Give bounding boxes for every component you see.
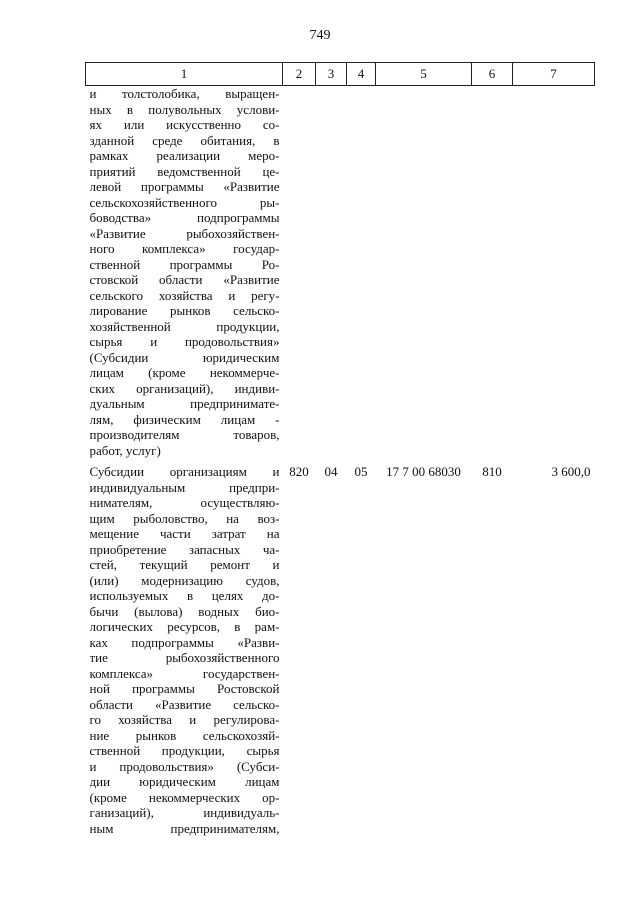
description-line: ным предпринимателям, xyxy=(89,820,280,836)
row-1-col-7 xyxy=(513,86,595,459)
description-line: комплекса» государствен- xyxy=(89,665,280,681)
description-line: и продовольствия» (Субси- xyxy=(89,758,280,774)
row-2-description xyxy=(86,464,283,836)
column-header-1: 1 xyxy=(86,63,283,86)
description-line: приятий ведомственной це- xyxy=(89,163,280,179)
description-line: зданной среде обитания, в xyxy=(89,132,280,148)
description-line: хозяйственной продукции, xyxy=(89,318,280,334)
row-2-col-5: 17 7 00 68030 xyxy=(386,464,461,479)
description-line: ние рынков сельскохозяй- xyxy=(89,727,280,743)
description-line: производителям товаров, xyxy=(89,427,280,442)
column-header-7: 7 xyxy=(513,63,595,86)
row-1-col-2 xyxy=(283,86,316,459)
description-line: работ, услуг) xyxy=(89,442,161,458)
description-line: левой программы «Развитие xyxy=(89,179,280,194)
description-line: ной программы Ростовской xyxy=(89,681,280,696)
row-2-col-4: 05 xyxy=(354,464,368,479)
description-line: нимателям, осуществляю- xyxy=(89,495,280,510)
column-header-3: 3 xyxy=(316,63,347,86)
description-line: ских организаций), индиви- xyxy=(89,380,280,396)
row-2-col-6: 810 xyxy=(482,464,502,479)
description-line: области «Развитие сельско- xyxy=(89,696,280,712)
description-line: лям, физическим лицам - xyxy=(89,411,280,427)
description-line: Субсидии организациям и xyxy=(89,464,280,479)
description-line: лицам (кроме некоммерче- xyxy=(89,365,280,380)
description-line: ях или искусственно со- xyxy=(89,117,280,132)
description-line: «Развитие рыбохозяйствен- xyxy=(89,225,280,241)
row-1-col-6 xyxy=(472,86,513,459)
row-2-col-3: 04 xyxy=(324,464,338,479)
column-header-4: 4 xyxy=(347,63,376,86)
description-line: сельского хозяйства и регу- xyxy=(89,287,280,303)
description-line: используемых в целях до- xyxy=(89,588,280,603)
description-line: бычи (вылова) водных био- xyxy=(89,603,280,619)
description-line: ственной продукции, сырья xyxy=(89,743,280,758)
row-2-col-7: 3 600,0 xyxy=(551,464,591,479)
row-1-col-4 xyxy=(347,86,376,459)
description-line: мещение части затрат на xyxy=(89,526,280,541)
row-1-description xyxy=(86,86,283,459)
description-line: (Субсидии юридическим xyxy=(89,349,280,365)
description-line: рамках реализации меро- xyxy=(89,148,280,163)
description-line: логических ресурсов, в рам- xyxy=(89,619,280,634)
description-line: щим рыболовство, на воз- xyxy=(89,510,280,526)
budget-table xyxy=(85,62,595,836)
table-row xyxy=(86,464,595,836)
description-line: индивидуальным предпри- xyxy=(89,479,280,495)
description-line: и толстолобика, выращен- xyxy=(89,86,280,101)
header-row xyxy=(86,63,595,86)
description-line: лирование рынков сельско- xyxy=(89,303,280,318)
column-header-6: 6 xyxy=(472,63,513,86)
description-line: тие рыбохозяйственного xyxy=(89,650,280,665)
row-1-col-3 xyxy=(316,86,347,459)
description-line: ках подпрограммы «Разви- xyxy=(89,634,280,650)
column-header-5: 5 xyxy=(376,63,472,86)
description-line: го хозяйства и регулирова- xyxy=(89,712,280,727)
description-line: стей, текущий ремонт и xyxy=(89,557,280,572)
description-line: (кроме некоммерческих ор- xyxy=(89,789,280,805)
description-line: стовской области «Развитие xyxy=(89,272,280,287)
description-line: сырья и продовольствия» xyxy=(89,334,280,349)
description-line: ного комплекса» государ- xyxy=(89,241,280,256)
description-line: дуальным предпринимате- xyxy=(89,396,280,411)
description-line: ственной программы Ро- xyxy=(89,256,280,272)
description-line: боводства» подпрограммы xyxy=(89,210,280,225)
row-1-col-5 xyxy=(376,86,472,459)
description-line: ных в полувольных услови- xyxy=(89,101,280,117)
row-2-col-2: 820 xyxy=(289,464,309,479)
page-number: 749 xyxy=(309,28,331,43)
description-line: дии юридическим лицам xyxy=(89,774,280,789)
table-row xyxy=(86,86,595,459)
column-header-2: 2 xyxy=(283,63,316,86)
description-line: сельскохозяйственного ры- xyxy=(89,194,280,210)
description-line: ганизаций), индивидуаль- xyxy=(89,805,280,820)
description-line: (или) модернизацию судов, xyxy=(89,572,280,588)
description-line: приобретение запасных ча- xyxy=(89,541,280,557)
